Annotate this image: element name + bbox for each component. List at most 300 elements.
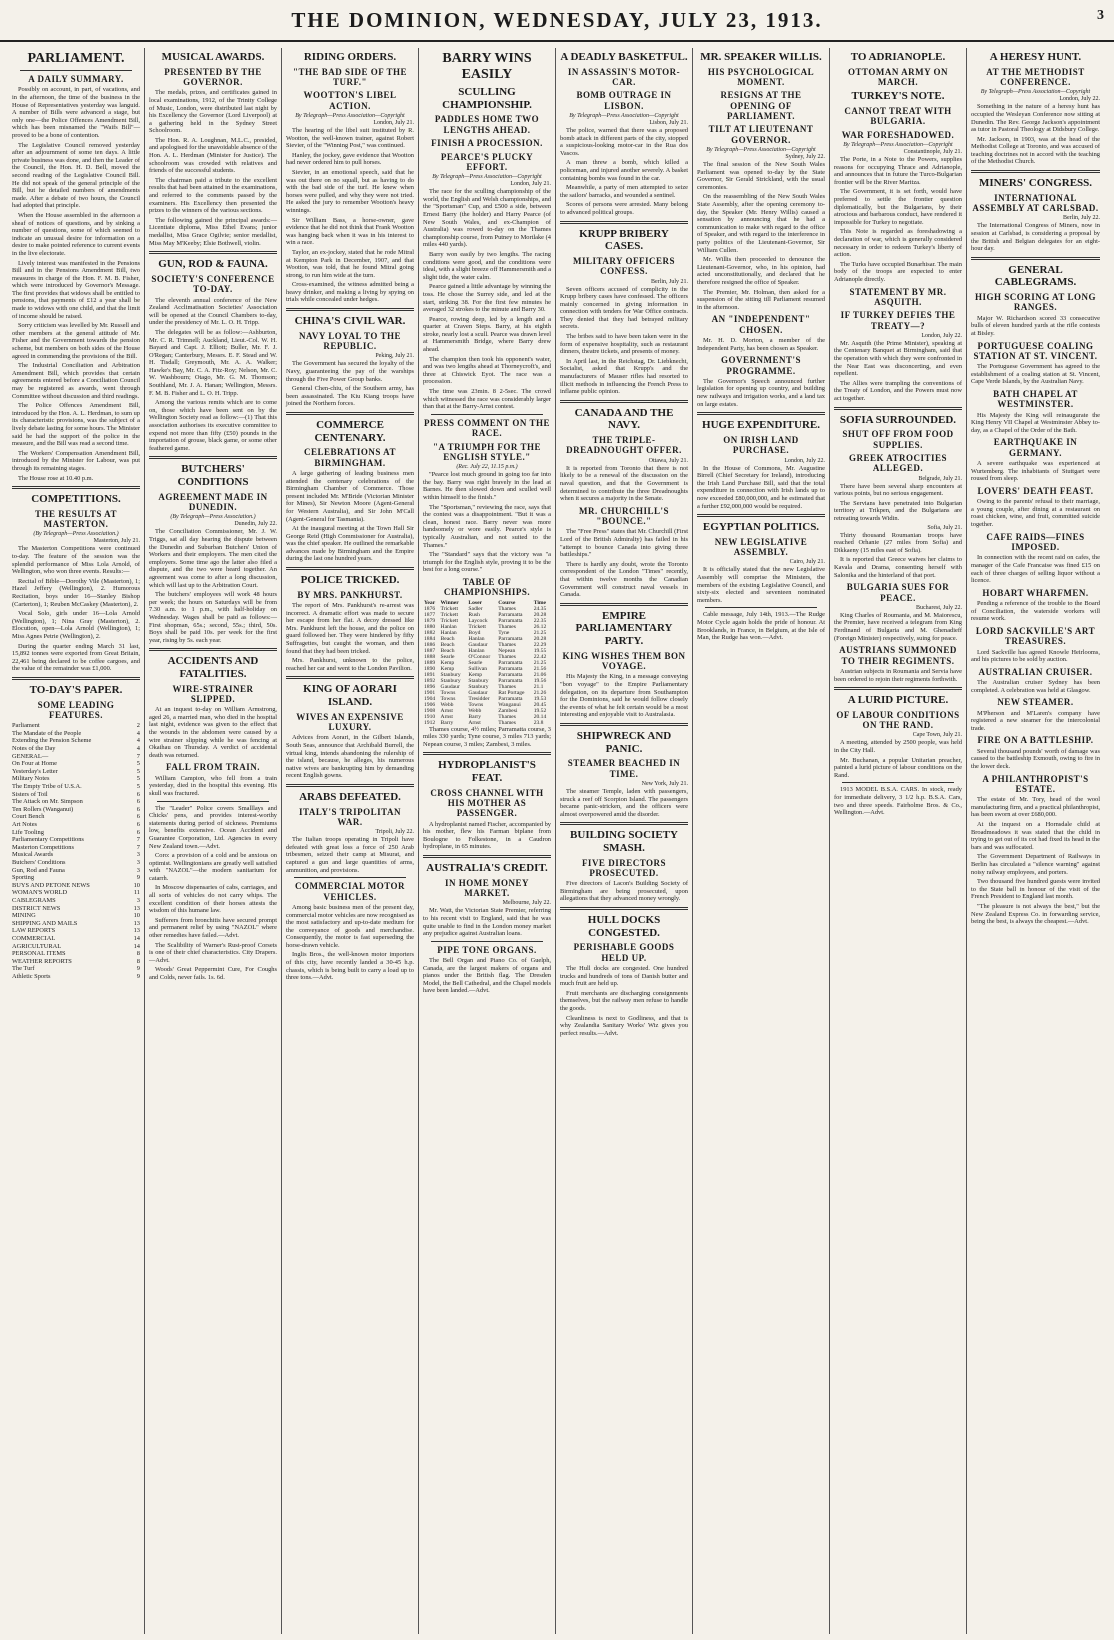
article-text: The chairman paid a tribute to the excellent results that had been attained in the examinations, and referred to the comments passed by the examiners. His Excellency then presented the prizes to the winners of the various sections. <box>149 176 277 215</box>
table-cell: Nepean <box>498 647 516 654</box>
dateline: London, July 22. <box>1059 96 1100 103</box>
subheadline: A DAILY SUMMARY. <box>28 74 124 85</box>
article-text: The Government has secured the loyalty of the Navy, guaranteeing the pay of the warships through the Five Power Group banks. <box>286 360 414 383</box>
subheadline: FALL FROM TRAIN. <box>166 762 260 773</box>
contents-item <box>12 882 140 890</box>
dateline: Cape Town, July 21. <box>912 732 962 739</box>
article-text: The Hull docks are congested. One hundred trucks and hundreds of tons of Danish butter and much fruit are held up. <box>560 965 688 988</box>
byline: (By Telegraph—Press Association.) <box>170 514 256 521</box>
contents-item <box>12 943 140 951</box>
subheadline: CELEBRATIONS AT BIRMINGHAM. <box>304 447 396 468</box>
dateline: Cairo, July 21. <box>789 559 825 566</box>
contents-item-page: 9 <box>136 965 140 973</box>
table-cell: 1884 <box>424 635 436 642</box>
subheadline: STEAMER BEACHED IN TIME. <box>567 758 681 779</box>
column-4 <box>419 48 556 1634</box>
table-cell: Arnst <box>440 713 453 720</box>
article-text: The Australian cruiser Sydney has been completed. A celebration was held at Glasgow. <box>971 679 1100 694</box>
table-cell: Beach <box>440 635 455 642</box>
dateline: Masterton, July 21. <box>93 538 140 545</box>
contents-item <box>12 965 140 973</box>
article-text: At an inquest to-day on William Armstrong, aged 26, a married man, who died in the hospital last night, evidence was given to the effect that the wounds in the abdomen were caused by a wire strainer slipping while he was fencing at Okaihau on Thursday. A verdict of accidental death was returned. <box>149 706 277 759</box>
subheadline: PERISHABLE GOODS HELD UP. <box>573 942 675 963</box>
contents-item-label: MINING <box>12 912 36 920</box>
subheadline: CAFE RAIDS—FINES IMPOSED. <box>986 531 1085 552</box>
headline: BARRY WINS EASILY <box>442 51 532 83</box>
byline: By Telegraph—Press Association—Copyright <box>295 113 405 120</box>
contents-item-label: Parliament <box>12 722 40 730</box>
contents-item-label: Parliamentary Competitions <box>12 836 84 844</box>
article-text: The Governor's Speech announced further legislation for opening up country, and building new railways and irrigation works, and a land tax on large estates. <box>697 377 825 408</box>
advertisement: Coro: a provision of a cold and be anxious on optimist. Wellingtonians are greatly well satisfied with "NAZOL"—the modern sanitarium for catarrh. <box>149 852 277 882</box>
subheadline: STATEMENT BY MR. ASQUITH. <box>849 286 947 307</box>
contents-item-page: 9 <box>136 874 140 882</box>
article-text: The Porte, in a Note to the Powers, supplies reasons for occupying Thrace and Adrianople, and announces that in future the Turco-Bulgarian frontier will be the River Maritza. <box>834 156 962 186</box>
contents-item-page: 3 <box>136 858 140 866</box>
subheadline: NEW LEGISLATIVE ASSEMBLY. <box>714 536 808 558</box>
subheadline: WOOTTON'S LIBEL ACTION. <box>303 90 397 111</box>
subheadline: IN HOME MONEY MARKET. <box>445 877 529 899</box>
table-cell: 21.1 <box>533 683 544 690</box>
column-7 <box>830 48 967 1634</box>
table-cell: Parramatta <box>498 665 523 672</box>
advertisement: Among basic business men of the present day, commercial motor vehicles are now recognised as the most satisfactory and up-to-date medium for the conveyance of goods and merchandise. Consequently, the motor is fast superseding the horse-drawn vehicle. <box>286 903 414 949</box>
subheadline: PORTUGUESE COALING STATION AT ST. VINCENT. <box>973 340 1098 361</box>
contents-item-label: BUYS AND PETONE NEWS <box>12 881 90 889</box>
contents-item-page: 2 <box>136 722 140 730</box>
column-1 <box>8 48 145 1634</box>
article-text: General Chen-chiu, of the Southern army, has been assassinated. The Kiu Kiang troops have joined the Northern forces. <box>286 385 414 408</box>
contents-item <box>12 813 140 821</box>
dateline: Lisbon, July 21. <box>649 120 688 127</box>
headline: AUSTRALIA'S CREDIT. <box>426 862 548 875</box>
article-text: Major W. Richardson scored 33 consecutive bulls of eleven hundred yards at the rifle contests at Bisley. <box>971 314 1100 337</box>
subheadline: AT THE METHODIST CONFERENCE. <box>986 66 1085 87</box>
table-cell: 1890 <box>424 665 436 672</box>
subheadline: PRESENTED BY THE GOVERNOR. <box>164 66 262 87</box>
table-cell: Gaudaur <box>440 683 460 690</box>
table-cell: Parramatta <box>498 671 523 678</box>
dateline: Berlin, July 21. <box>651 278 688 285</box>
contents-item-label: Court Bench <box>12 813 45 821</box>
article-text: Lively interest was manifested in the Pensions Bill and in the Pensions Amendment Bill, two measures in charge of the Hon. F. M. B. Fisher, which were introduced by Governor's Message. The first provides that widows shall be entitled to pensions, that payments of £12 a year shall be made to widows with one child, and that the limit of income should be raised. <box>12 259 140 320</box>
headline: COMPETITIONS. <box>31 493 121 506</box>
table-cell: Parramatta <box>498 677 523 684</box>
table-cell: Thames <box>498 605 516 612</box>
subheadline: OTTOMAN ARMY ON MARCH. <box>847 66 948 87</box>
dateline: Belgrade, July 21. <box>918 475 962 482</box>
headline: SOFIA SURROUNDED. <box>839 413 957 426</box>
subheadline: AUSTRALIAN CRUISER. <box>978 666 1093 677</box>
subheadline: WAR FORESHADOWED. <box>841 129 955 140</box>
byline: By Telegraph—Press Association—Copyright <box>569 113 679 120</box>
subheadline: HOBART WHARFMEN. <box>982 587 1089 598</box>
contents-item-label: The Turf <box>12 965 35 973</box>
article-text: Pearce gained a little advantage by winning the toss. He chose the Surrey side, and led at the start, striking 38. For the first few minutes he averaged 32 strokes to the minute and Barry 30. <box>423 283 551 314</box>
contents-item <box>12 791 140 799</box>
table-cell: 1876 <box>424 605 436 612</box>
table-cell: 1879 <box>424 617 436 624</box>
dateline: Berlin, July 22. <box>1063 215 1100 222</box>
subheadline: PIPE TONE ORGANS. <box>437 944 537 955</box>
contents-item-label: Sisters of Toil <box>12 790 48 798</box>
table-cell: 1891 <box>424 671 436 678</box>
table-cell: Parramatta <box>498 659 523 666</box>
contents-item-label: Sporting <box>12 874 35 882</box>
article-text: During the quarter ending March 31 last, 15,892 tonnes were exported from Great Britain, 22,461 being declared to be coffee cargoes, and the value of the remainder was £1,000. <box>12 642 140 673</box>
subheadline: COMMERCIAL MOTOR VEHICLES. <box>294 881 406 902</box>
table-cell: Barry <box>468 713 482 720</box>
article-text: Mr. Jackson, in 1903, was at the head of the Methodist College at Toronto, and was accused of teaching doctrines not in accord with the teaching of the Methodist Church. <box>971 135 1100 166</box>
contents-item <box>12 867 140 875</box>
article-text: A severe earthquake was experienced at Wurtemberg. The inhabitants of Stuttgart were roused from sleep. <box>971 460 1100 483</box>
headline: ACCIDENTS AND FATALITIES. <box>167 655 259 680</box>
contents-item <box>12 851 140 859</box>
contents-item <box>12 760 140 768</box>
dateline: Peking, July 21. <box>375 353 414 360</box>
article-text: William Campion, who fell from a train yesterday, died in the hospital this evening. His skull was fractured. <box>149 774 277 797</box>
subheadline: WIVES AN EXPENSIVE LUXURY. <box>296 711 404 733</box>
article-text: Among the various remits which are to come on, those which have been sent on by the Wellington Society read as follow:—(1) That this association authorises its executive committee to expend not more than fifty (£50) pounds in the importation of grouse, black game, or some other feathered game. <box>149 399 277 452</box>
dateline: Melbourne, July 22. <box>502 900 551 907</box>
headline: EMPIRE PARLIAMENTARY PARTY. <box>575 609 673 648</box>
contents-item-page: 3 <box>136 896 140 904</box>
table-cell: 22.29 <box>533 641 547 648</box>
contents-item <box>12 783 140 791</box>
table-cell: 1880 <box>424 623 436 630</box>
article-text: Sievier, in an emotional speech, said that he was out there on no squall, but as having to do with the bad side of the turf. He knew when horses were pulled, and why they were not tried. He asked the jury to remember Wootton's heavy winnings. <box>286 168 414 214</box>
contents-item <box>12 927 140 935</box>
subheadline: SCULLING CHAMPIONSHIP. <box>442 86 532 111</box>
table-cell: Hanlan <box>468 647 485 654</box>
subheadline: "THE BAD SIDE OF THE TURF." <box>292 66 408 87</box>
table-cell: Webb <box>468 707 482 714</box>
article-text: Mr. Watt, the Victorian State Premier, referring to his recent visit to England, said that he was quite unable to find in the London money market any prejudice against Australian loans. <box>423 907 551 938</box>
table-cell: Trickett <box>440 605 459 612</box>
headline: A HERESY HUNT. <box>989 51 1082 63</box>
page-number: 3 <box>1097 8 1104 23</box>
article-text: Mrs. Pankhurst, unknown to the police, reached her car and went to the London Pavilion. <box>286 657 414 672</box>
table-cell: 1888 <box>424 653 436 660</box>
contents-item-page: 4 <box>136 729 140 737</box>
newspaper-columns <box>8 48 1106 1634</box>
subheadline: MR. CHURCHILL'S "BOUNCE." <box>578 505 669 527</box>
article-text: The medals, prizes, and certificates gained in local examinations, 1912, of the Trinity College of Music, London, were distributed last night by his Excellency the Governor (Lord Liverpool) at a gathering held in the Sydney Street Schoolroom. <box>149 89 277 135</box>
table-title: TABLE OF CHAMPIONSHIPS. <box>443 576 531 598</box>
column-8 <box>967 48 1104 1634</box>
article-text: The House rose at 10.40 p.m. <box>18 474 94 482</box>
article-text: The time was 23min. 8 2-5sec. The crowd which witnessed the race was considerably larger than that at the Barry-Arnst contest. <box>423 388 551 411</box>
table-cell: Tyne <box>498 629 510 636</box>
headline: PARLIAMENT. <box>27 51 125 66</box>
table-cell: 20.28 <box>533 635 547 642</box>
article-text: The Government Department of Railways in Berlin has circulated a "silence warning" against noisy railway employees, and porters. <box>971 853 1100 876</box>
table-cell: 1912 <box>424 719 436 726</box>
headline: RIDING ORDERS. <box>303 51 397 63</box>
headline: HULL DOCKS CONGESTED. <box>587 914 661 939</box>
table-cell: Boyd <box>468 629 481 636</box>
subheadline: OF LABOUR CONDITIONS ON THE RAND. <box>836 709 960 731</box>
table-cell: Parramatta <box>498 611 523 618</box>
contents-item <box>12 745 140 753</box>
table-cell: Trickett <box>440 611 459 618</box>
table-cell: O'Connor <box>468 653 491 660</box>
article-text: Mr. Buchanan, a popular Unitarian preacher, painted a lurid picture of labour conditions on the Rand. <box>834 756 962 779</box>
article-text: In connection with the recent raid on cafes, the manager of the Cafe Francaise was fined £15 on each of three charges of selling liquor without a licence. <box>971 554 1100 585</box>
article-text: This Note is regarded as foreshadowing a declaration of war, which is generally considered necessary in order to redeem Turkey's liberty of action. <box>834 228 962 259</box>
contents-item-page: 4 <box>136 737 140 745</box>
subheadline: PRESS COMMENT ON THE RACE. <box>424 417 550 439</box>
contents-item-page: 5 <box>136 760 140 768</box>
subheadline: AUSTRIANS SUMMONED TO THEIR REGIMENTS. <box>839 645 957 666</box>
dateline: New York, July 21. <box>641 780 688 787</box>
table-cell: 1904 <box>424 695 436 702</box>
article-text: Owing to the parents' refusal to their marriage, a young couple, after dining at a restaurant on roast chicken, wine, and fruit, committed suicide together. <box>971 498 1100 529</box>
table-cell: 21.25 <box>533 629 547 636</box>
contents-item-label: WEATHER REPORTS <box>12 957 72 965</box>
advertisement: The "Leader" Police covers Smalllays and Chicks' pens, and provides interest-worthy statements during period of sickness. Premiums low, benefits extensive. Ocean Accident and Guarantee Corporation, Ltd. Agencies in every New Zealand town.—Advt. <box>149 804 277 850</box>
table-cell: Trickett <box>468 623 486 630</box>
contents-item-page: 14 <box>133 942 140 950</box>
contents-item <box>12 798 140 806</box>
table-cell: Towns <box>440 695 456 702</box>
table-column-header: Time <box>533 599 547 606</box>
table-cell: Parramatta <box>498 617 523 624</box>
contents-item-page: 6 <box>136 828 140 836</box>
subheadline: TURKEY'S NOTE. <box>851 90 945 103</box>
table-cell: 19.56 <box>533 677 547 684</box>
contents-item-label: CABLEGRAMS <box>12 896 56 904</box>
article-text: The following gained the principal awards:—Licentiate diploma, Miss Ethel Evans; junior medallist, Miss Grace Ogilvie; senior medallist, Miss May M'Keeby; Elsie Bothwell, violin. <box>149 216 277 247</box>
subheadline: FIVE DIRECTORS PROSECUTED. <box>581 857 667 878</box>
table-cell: Thames <box>498 641 516 648</box>
subheadline: EARTHQUAKE IN GERMANY. <box>993 437 1078 458</box>
headline: COMMERCE CENTENARY. <box>314 418 386 444</box>
article-text: The hearing of the libel suit instituted by R. Wootton, the well-known trainer, against Robert Sievier, of the "Winning Post," was continued. <box>286 127 414 150</box>
article-text: Lord Sackville has agreed Knowle Heirlooms, and his pictures to be sold by auction. <box>971 648 1100 664</box>
contents-item-page: 6 <box>136 805 140 813</box>
contents-item-page: 3 <box>136 866 140 874</box>
article-text: Mr. Asquith (the Prime Minister), speaking at the Centenary Banquet at Birmingham, said that the operation with which they were confronted in the Near East was disconcerting, and even repellent. <box>834 339 962 378</box>
table-cell: Beach <box>440 647 455 654</box>
subheadline: PADDLES HOME TWO LENGTHS AHEAD. <box>434 114 540 135</box>
article-text: Pending a reference of the trouble to the Board of Conciliation, the waterside workers will resume work. <box>971 600 1100 623</box>
subheadline: LOVERS' DEATH FEAST. <box>977 485 1094 496</box>
dateline: London, July 21. <box>510 181 551 188</box>
contents-list <box>12 722 140 980</box>
article-text: Austrian subjects in Roumania and Servia have been ordered to rejoin their regiments forthwith. <box>834 667 962 683</box>
article-text: The Conciliation Commissioner, Mr. J. W. Triggs, sat all day hearing the dispute between the Dunedin and Suburban Butchers' Union of Workers and their employers. The men cited the employers. Some time ago the latter also filed a dispute, and the two were heard together. An agreement was come to after a long discussion, which will last up to the Arbitration Court. <box>149 528 277 589</box>
table-cell: Tresidder <box>468 695 490 702</box>
article-text: In April last, in the Reichstag, Dr. Liebknecht, Socialist, asked that Krupp's and the manufacturers of Mauser rifles had resorted to illicit methods in influencing the French Press to inflame public opinion. <box>560 357 688 396</box>
advertisement: The Scalibility of Warner's Rust-proof Corsets is one of their chief characteristics. City Drapers.—Advt. <box>149 941 277 964</box>
table-cell: 1910 <box>424 713 436 720</box>
article-text: It is officially stated that the new Legislative Assembly will comprise the Ministers, the members of the existing Legislative Council, and sixty-six elected and seventeen nominated members. <box>697 566 825 604</box>
table-cell: Towns <box>440 689 456 696</box>
contents-item-label: The Mandate of the People <box>12 729 82 737</box>
dateline: Constantinople, July 21. <box>903 149 962 155</box>
subheadline: A PHILANTHROPIST'S ESTATE. <box>982 773 1089 794</box>
contents-item <box>12 836 140 844</box>
headline: A LURID PICTURE. <box>847 694 949 707</box>
contents-item-label: Yesterday's Letter <box>12 767 58 775</box>
table-cell: Stanbury <box>468 683 489 690</box>
contents-item-label: Athletic Sports <box>12 972 51 980</box>
subheadline: BULGARIA SUES FOR PEACE. <box>846 582 950 603</box>
article-text: The steamer Temple, laden with passengers, struck a reef off Scorpion Island. The passengers became panic-stricken, and the officers were almost overpowered amid the disorder. <box>560 787 688 818</box>
subheadline: IF TURKEY DEFIES THE TREATY—? <box>840 310 956 331</box>
headline: TO ADRIANOPLE. <box>850 51 946 63</box>
contents-item-label: PERSONAL ITEMS <box>12 950 66 958</box>
article-text: King Charles of Roumania, and M. Maiorescu, the Premier, have received a telegram from King Ferdinand of Bulgaria and M. Ghenadieff (Foreign Minister) respectively, suing for peace. <box>834 611 962 642</box>
article-text: Possibly on account, in part, of vacations, and in the afternoon, the time of the business in the House of Representatives yesterday was languid. A number of Bills were advanced a stage, but only one—the Police Offences Amendment Bill, which has been misnamed the "Waifs Bill"—proved to be a bone of contention. <box>12 86 140 139</box>
headline: KING OF AORARI ISLAND. <box>303 683 397 709</box>
table-cell: Gaudaur <box>468 641 488 648</box>
article-text: The Turks have occupied Bunarhisar. The main body of the troops are expected to enter Adrianople directly. <box>834 260 962 283</box>
article-text: The International Congress of Miners, now in session at Carlsbad, is considering a proposal by the British and Belgian delegates for an eight-hour day. <box>971 222 1100 253</box>
table-column-header: Winner <box>440 599 459 606</box>
newspaper-title: THE DOMINION, WEDNESDAY, JULY 23, 1913. <box>291 8 823 32</box>
byline: By Telegraph—Press Association—Copyright <box>980 89 1091 96</box>
contents-item <box>12 935 140 943</box>
column-2 <box>145 48 282 1634</box>
table-cell: 1889 <box>424 659 436 666</box>
contents-item-label: Life Tooling <box>12 828 44 836</box>
contents-item-label: GENERAL— <box>12 752 49 760</box>
headline: CHINA'S CIVIL WAR. <box>294 315 406 328</box>
contents-item <box>12 821 140 829</box>
contents-item <box>12 844 140 852</box>
subheadline: SHUT OFF FROM FOOD SUPPLIES. <box>842 429 954 450</box>
article-text: The estate of Mr. Tory, head of the wool manufacturing firm, and a practical philanthropist, has been sworn at over £680,000. <box>971 796 1101 819</box>
article-text: The "Free Press" states that Mr. Churchill (First Lord of the British Admiralty) has failed in his "attempt to bounce Canada into giving three battleships." <box>560 528 689 559</box>
advertisement: Woods' Great Peppermint Cure, For Coughs and Colds, never fails. 1s. 6d. <box>149 966 277 981</box>
contents-item <box>12 958 140 966</box>
article-text: The final session of the New South Wales Parliament was opened to-day by the State Governor, Sir Gerald Strickland, with the usual ceremonies. <box>697 161 825 191</box>
article-text: The Hon. R. A. Loughnan, M.L.C., presided, and apologised for the unavoidable absence of the Hon. A. L. Herdman (Minister for Justice). The schoolroom was crowded with relatives and friends of the successful students. <box>149 136 277 175</box>
dateline: London, July 22. <box>921 332 962 339</box>
subheadline: GREEK ATROCITIES ALLEGED. <box>848 452 948 474</box>
contents-item-page: 5 <box>136 783 140 791</box>
contents-item <box>12 920 140 928</box>
article-text: The report of Mrs. Pankhurst's re-arrest was incorrect. A dramatic effort was made to secure her escape from her flat. A decoy dressed like Mrs. Pankhurst left the house, and the police on guard followed her. They were hindered by fifty Suffragettes, but caught the woman, and then found that they had been tricked. <box>286 602 414 655</box>
contents-item <box>12 737 140 745</box>
headline: HYDROPLANIST'S FEAT. <box>438 759 536 785</box>
subheadline: TILT AT LIEUTENANT GOVERNOR. <box>708 124 814 145</box>
headline: GUN, ROD & FAUNA. <box>158 258 268 271</box>
article-text: The Servians have penetrated into Bulgarian territory at Trikpen, and the Bulgarians are retreating towards Widin. <box>834 499 962 523</box>
article-text: Fruit merchants are discharging consignments themselves, but the railway men refuse to handle the goods. <box>560 989 688 1012</box>
contents-item-page: 7 <box>136 836 140 844</box>
advertisement: Sufferers from bronchitis have secured prompt and permanent relief by using "NAZOL" where other remedies have failed.—Advt. <box>149 916 277 940</box>
table-cell: Barry <box>440 719 454 726</box>
table-cell: 20.28 <box>533 611 547 618</box>
article-text: A meeting, attended by 2500 people, was held in the City Hall. <box>834 739 962 755</box>
byline: (Rec. July 22, 11.15 p.m.) <box>456 464 518 471</box>
table-cell: Zambesi <box>498 707 518 714</box>
article-text: Advices from Aorari, in the Gilbert Islands, South Seas, announce that Archibald Burrell, the virtual king, intends abandoning the rulership of the island, because, he alleges, his numerous native wives are bankrupting him by demanding recent English gowns. <box>286 734 414 780</box>
subheadline: AGREEMENT MADE IN DUNEDIN. <box>158 491 268 513</box>
article-text: His Majesty the King will reinaugurate the King Henry VII Chapel at Westminster Abbey to-day, as a Chapel of the Order of the Bath. <box>971 411 1100 434</box>
headline: MR. SPEAKER WILLIS. <box>700 51 822 63</box>
table-cell: Towns <box>468 701 484 708</box>
subheadline: HIGH SCORING AT LONG RANGES. <box>975 292 1096 313</box>
headline: MUSICAL AWARDS. <box>161 51 265 63</box>
article-text: The "Standard" says that the victory was "a triumph for the English style, proving it to be the best for a long course." <box>423 551 551 574</box>
article-text: The bribes said to have been taken were in the form of expensive hospitality, such as restaurant dinners, theatre tickets, and presents of money. <box>560 333 688 356</box>
contents-item-label: AGRICULTURAL <box>12 942 62 950</box>
table-cell: 20.14 <box>533 713 547 720</box>
table-cell: 1896 <box>424 683 436 690</box>
table-cell: Thames <box>498 713 516 720</box>
article-text: The "Sportsman," reviewing the race, says that the contest was a disappointment. "But it was a clean, honest race. Barry never was more handsomely or wore easily. Pearce's style is typically Australian, and not suited to the Thames." <box>423 503 551 549</box>
subheadline: SOCIETY'S CONFERENCE TO-DAY. <box>151 273 275 295</box>
article-text: A man threw a bomb, which killed a policeman, and injured another severely. A basket containing bombs was found in the car. <box>560 159 688 182</box>
contents-item-label: The Empty Tribe of U.S.A. <box>12 783 82 791</box>
contents-item-label: Notes of the Day <box>12 745 56 753</box>
article-text: The race for the sculling championship of the world, the English and Welsh championships, and the "Sportsman" Cup, and £500 a side, between Ernest Barry (the holder) and Harry Pearce (of New South Wales, and ex-Champion of Australia) was rowed to-day on the Thames championship course, from Putney to Mortlake (4 miles 440 yards). <box>423 188 551 249</box>
contents-item-page: 6 <box>136 813 140 821</box>
contents-item <box>12 775 140 783</box>
subheadline: NAVY LOYAL TO THE REPUBLIC. <box>299 330 401 352</box>
subheadline: MILITARY OFFICERS CONFESS. <box>573 255 675 277</box>
dateline: Bucharest, July 22. <box>916 604 962 611</box>
table-cell: 26.12 <box>533 623 547 630</box>
dateline: London, July 21. <box>373 120 414 127</box>
subheadline: THE TRIPLE-DREADNOUGHT OFFER. <box>566 435 682 456</box>
article-text: Pearce, rowing deep, led by a length and a quarter at Craven Steps. Barry, at his eighth stroke, nearly lost a scull. Pearce was drawn level at Hammersmith Bridge, where Barry drew ahead. <box>423 315 551 354</box>
contents-item-page: 6 <box>136 798 140 806</box>
article-text: Seven officers accused of complicity in the Krupp bribery cases have confessed. The officers mainly concerned in giving information in connection with tenders for War Office contracts. They denied that they had betrayed military secrets. <box>560 285 688 331</box>
advertisement: "The pleasure is not always the best," but the New Zealand Express Co. in forwarding service, being the best, is always the cheapest.—Advt. <box>971 902 1100 926</box>
column-5 <box>556 48 693 1634</box>
table-cell: Parramatta <box>498 695 523 702</box>
table-cell: Stanbury <box>468 677 489 684</box>
contents-item <box>12 973 140 981</box>
contents-item <box>12 753 140 761</box>
table-cell: Searle <box>440 653 455 660</box>
table-cell: 22.35 <box>533 617 547 624</box>
contents-item-label: COMMERCIAL <box>12 934 56 942</box>
subheadline: BATH CHAPEL AT WESTMINSTER. <box>993 389 1078 410</box>
contents-item-page: 10 <box>133 912 140 920</box>
subheadline: SOME LEADING FEATURES. <box>37 699 115 720</box>
headline: SHIPWRECK AND PANIC. <box>576 729 672 755</box>
subheadline: BY MRS. PANKHURST. <box>297 589 403 600</box>
contents-item-label: Art Notes <box>12 821 38 828</box>
contents-item-page: 9 <box>136 972 140 980</box>
contents-item-page: 8 <box>136 957 140 965</box>
subheadline: FINISH A PROCESSION. <box>431 138 543 149</box>
dateline: Sydney, July 22. <box>785 154 825 161</box>
table-cell: Parramatta <box>498 635 523 642</box>
article-text: There is hardly any doubt, wrote the Toronto correspondent of the London "Times" recently, that within twelve months the Canadian Government will construct naval vessels in Canada. <box>560 560 688 599</box>
article-text: Scores of persons were arrested. Many belong to advanced political groups. <box>560 201 688 216</box>
headline: MINERS' CONGRESS. <box>978 177 1093 190</box>
headline: TO-DAY'S PAPER. <box>29 683 123 696</box>
article-text: The Legislative Council removed yesterday after an adjournment of some ten days. A little private business was done, and then the Leader of the Council, the Hon. H. D. Bell, moved the second reading of the Legislative Council Bill. He did not speak of the general principle of the Bill, but he detailed numbers of amendments made. After a debate of two hours, the Council had adopted that principle. <box>12 141 140 210</box>
subheadline: RESIGNS AT THE OPENING OF PARLIAMENT. <box>720 90 802 122</box>
table-column-header: Course <box>498 599 516 606</box>
table-cell: Thames <box>498 683 516 690</box>
contents-item-label: Musical Awards <box>12 851 54 859</box>
article-text: Taylor, an ex-jockey, stated that he rode Mitral at Kempton Park in December, 1907, and that Wootton, was told, that he found Mitral going strong, to run him wide at the turn. <box>286 248 414 279</box>
subheadline: PEARCE'S PLUCKY EFFORT. <box>440 151 534 172</box>
article-text: At the inaugural meeting at the Town Hall Sir George Reid (High Commissioner for Australia), was the chief speaker. He outlined the remarkable advances made by Birmingham and the Empire during the last one hundred years. <box>286 525 414 563</box>
contents-item <box>12 829 140 837</box>
contents-item-label: On Four at Home <box>12 760 57 768</box>
contents-item <box>12 806 140 814</box>
